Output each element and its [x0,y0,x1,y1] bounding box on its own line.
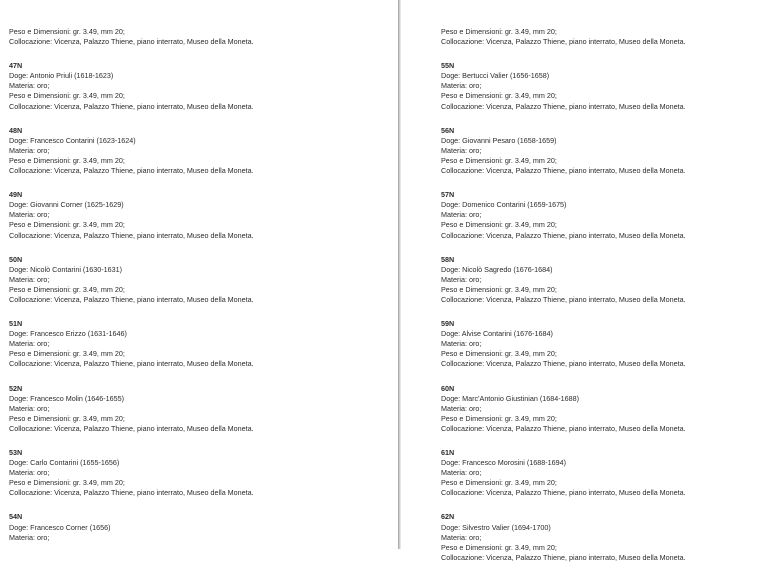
entry-collocazione: Collocazione: Vicenza, Palazzo Thiene, piano interrato, Museo della Moneta. [441,101,686,111]
entry-collocazione: Collocazione: Vicenza, Palazzo Thiene, piano interrato, Museo della Moneta. [9,230,254,240]
right-page [401,0,783,562]
entry-peso: Peso e Dimensioni: gr. 3.49, mm 20; [9,27,125,36]
entry-materia: Materia: oro; [9,468,50,478]
entry-doge: Doge: Carlo Contarini (1655-1656) [9,458,120,468]
entry-peso: Peso e Dimensioni: gr. 3.49, mm 20; [441,91,557,101]
entry-peso: Peso e Dimensioni: gr. 3.49, mm 20; [9,478,125,488]
entry-materia: Materia: oro; [441,339,482,349]
entry-peso: Peso e Dimensioni: gr. 3.49, mm 20; [441,220,557,230]
entry-peso: Peso e Dimensioni: gr. 3.49, mm 20; [441,542,557,552]
entry-peso: Peso e Dimensioni: gr. 3.49, mm 20; [441,27,557,36]
entry-collocazione: Collocazione: Vicenza, Palazzo Thiene, piano interrato, Museo della Moneta. [441,166,686,176]
coin-entry-continuation [441,27,686,47]
entry-materia: Materia: oro; [9,403,50,413]
coin-entry [441,61,686,111]
entry-peso: Peso e Dimensioni: gr. 3.49, mm 20; [9,220,125,230]
entry-materia: Materia: oro; [9,81,50,91]
coin-entry [441,319,686,369]
entry-materia: Materia: oro; [441,532,482,542]
entry-doge: Doge: Francesco Erizzo (1631-1646) [9,329,127,339]
entry-materia: Materia: oro; [441,468,482,478]
entry-doge: Doge: Francesco Morosini (1688-1694) [441,458,567,468]
entry-doge: Doge: Nicolò Contarini (1630-1631) [9,264,123,274]
coin-entry-partial [9,512,254,542]
entry-materia: Materia: oro; [9,339,50,349]
entry-collocazione: Collocazione: Vicenza, Palazzo Thiene, piano interrato, Museo della Moneta. [9,166,254,176]
entry-code: 58N [441,254,455,264]
entry-peso: Peso e Dimensioni: gr. 3.49, mm 20; [441,413,557,423]
coin-entry-continuation [9,27,254,47]
coin-entry [9,61,254,111]
entry-doge: Doge: Francesco Molin (1646-1655) [9,393,125,403]
entry-materia: Materia: oro; [441,274,482,284]
entry-collocazione: Collocazione: Vicenza, Palazzo Thiene, piano interrato, Museo della Moneta. [441,552,686,562]
coin-entry [441,190,686,240]
right-page-column [441,27,686,563]
entry-code: 47N [9,61,23,71]
entry-peso: Peso e Dimensioni: gr. 3.49, mm 20; [441,478,557,488]
entry-collocazione: Collocazione: Vicenza, Palazzo Thiene, piano interrato, Museo della Moneta. [9,423,254,433]
entry-materia: Materia: oro; [441,81,482,91]
left-page-column [9,27,254,543]
entry-code: 60N [441,383,455,393]
entry-peso: Peso e Dimensioni: gr. 3.49, mm 20; [441,155,557,165]
entry-doge: Doge: Francesco Corner (1656) [9,522,111,532]
entry-peso: Peso e Dimensioni: gr. 3.49, mm 20; [9,284,125,294]
coin-entry [9,255,254,305]
entry-doge: Doge: Bertucci Valier (1656-1658) [441,71,550,81]
entry-collocazione: Collocazione: Vicenza, Palazzo Thiene, piano interrato, Museo della Moneta. [441,294,686,304]
coin-entry [9,319,254,369]
entry-code: 52N [9,383,23,393]
entry-materia: Materia: oro; [441,403,482,413]
entry-doge: Doge: Giovanni Corner (1625-1629) [9,200,124,210]
entry-peso: Peso e Dimensioni: gr. 3.49, mm 20; [9,349,125,359]
entry-materia: Materia: oro; [9,145,50,155]
entry-peso: Peso e Dimensioni: gr. 3.49, mm 20; [441,284,557,294]
coin-entry [9,384,254,434]
entry-peso: Peso e Dimensioni: gr. 3.49, mm 20; [441,349,557,359]
entry-code: 49N [9,190,23,200]
entry-doge: Doge: Giovanni Pesaro (1658-1659) [441,135,557,145]
entry-code: 62N [441,512,455,522]
entry-code: 55N [441,61,455,71]
entry-materia: Materia: oro; [9,274,50,284]
left-page [0,0,399,549]
entry-collocazione: Collocazione: Vicenza, Palazzo Thiene, piano interrato, Museo della Moneta. [441,37,686,47]
entry-code: 59N [441,319,455,329]
entry-collocazione: Collocazione: Vicenza, Palazzo Thiene, piano interrato, Museo della Moneta. [441,423,686,433]
entry-collocazione: Collocazione: Vicenza, Palazzo Thiene, piano interrato, Museo della Moneta. [441,359,686,369]
coin-entry [441,384,686,434]
entry-collocazione: Collocazione: Vicenza, Palazzo Thiene, piano interrato, Museo della Moneta. [441,230,686,240]
entry-peso: Peso e Dimensioni: gr. 3.49, mm 20; [9,155,125,165]
entry-collocazione: Collocazione: Vicenza, Palazzo Thiene, piano interrato, Museo della Moneta. [9,488,254,498]
entry-materia: Materia: oro; [9,210,50,220]
entry-peso: Peso e Dimensioni: gr. 3.49, mm 20; [9,91,125,101]
entry-collocazione: Collocazione: Vicenza, Palazzo Thiene, piano interrato, Museo della Moneta. [9,37,254,47]
entry-materia: Materia: oro; [9,532,50,542]
entry-code: 56N [441,125,455,135]
entry-collocazione: Collocazione: Vicenza, Palazzo Thiene, piano interrato, Museo della Moneta. [9,359,254,369]
entry-code: 57N [441,190,455,200]
entry-collocazione: Collocazione: Vicenza, Palazzo Thiene, piano interrato, Museo della Moneta. [9,101,254,111]
coin-entry [9,190,254,240]
entry-code: 54N [9,512,23,522]
entry-materia: Materia: oro; [441,210,482,220]
entry-doge: Doge: Francesco Contarini (1623-1624) [9,135,136,145]
coin-entry [441,448,686,498]
entry-doge: Doge: Nicolò Sagredo (1676-1684) [441,264,553,274]
coin-entry [9,448,254,498]
entry-code: 48N [9,125,23,135]
entry-code: 53N [9,448,23,457]
entry-collocazione: Collocazione: Vicenza, Palazzo Thiene, piano interrato, Museo della Moneta. [9,294,254,304]
entry-doge: Doge: Silvestro Valier (1694-1700) [441,522,551,532]
entry-doge: Doge: Domenico Contarini (1659-1675) [441,200,567,210]
coin-entry [441,255,686,305]
coin-entry [441,126,686,176]
coin-entry [441,512,686,562]
entry-doge: Doge: Marc'Antonio Giustinian (1684-1688) [441,393,580,403]
entry-collocazione: Collocazione: Vicenza, Palazzo Thiene, piano interrato, Museo della Moneta. [441,488,686,498]
entry-code: 51N [9,319,23,329]
entry-doge: Doge: Alvise Contarini (1676-1684) [441,329,553,339]
entry-peso: Peso e Dimensioni: gr. 3.49, mm 20; [9,413,125,423]
entry-doge: Doge: Antonio Priuli (1618-1623) [9,71,114,81]
entry-code: 61N [441,448,455,457]
coin-entry [9,126,254,176]
entry-materia: Materia: oro; [441,145,482,155]
entry-code: 50N [9,254,23,264]
